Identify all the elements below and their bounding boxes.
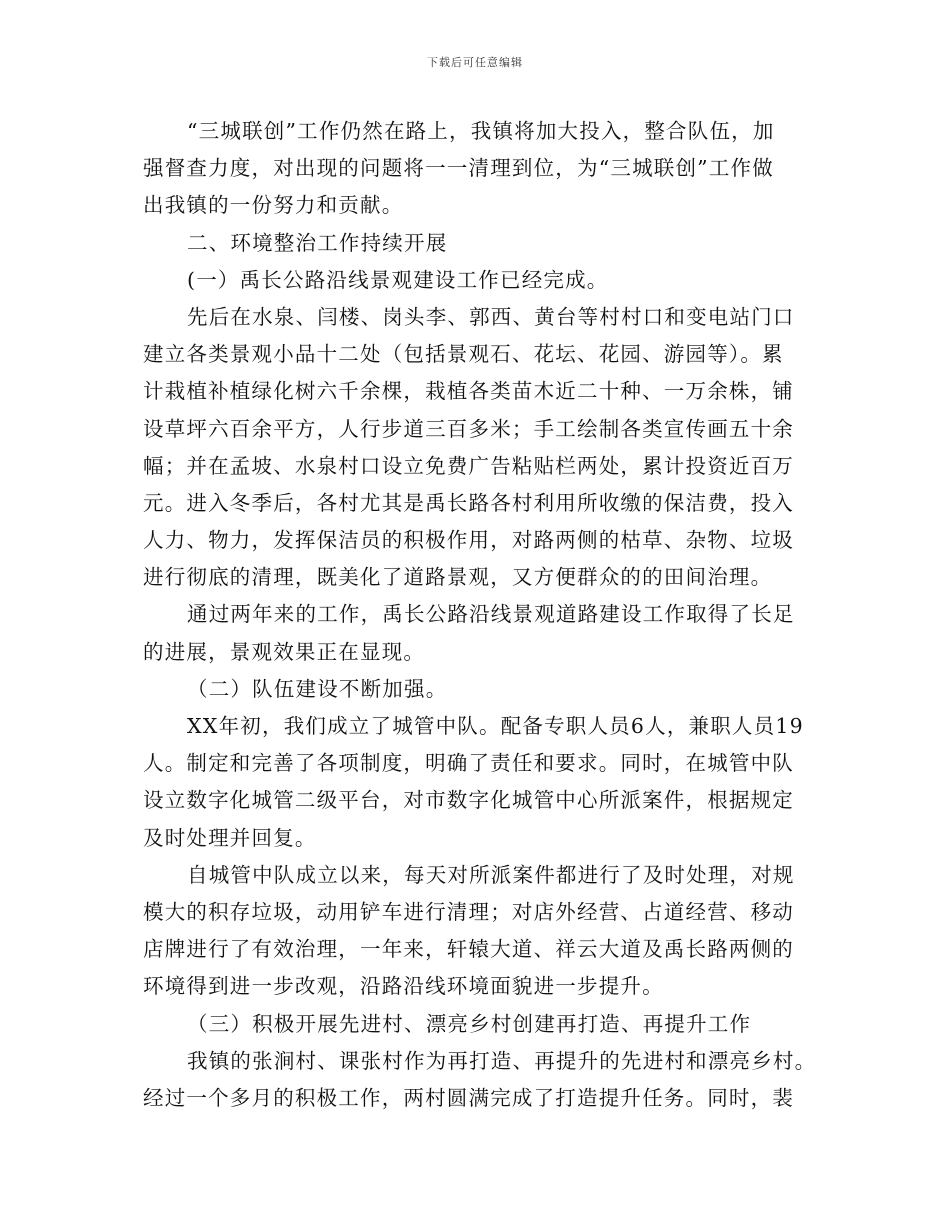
text-line: 及时处理并回复。: [143, 825, 317, 850]
text-line: 自城管中队成立以来，每天对所派案件都进行了及时处理，对规: [187, 862, 795, 887]
text-line: 经过一个多月的积极工作，两村圆满完成了打造提升任务。同时，裴: [143, 1085, 794, 1110]
text-line: 幅；并在孟坡、水泉村口设立免费广告粘贴栏两处，累计投资近百万: [143, 453, 794, 478]
text-line: 元。进入冬季后，各村尤其是禹长路各村利用所收缴的保洁费，投入: [143, 490, 794, 515]
text-line: 人力、物力，发挥保洁员的积极作用，对路两侧的枯草、杂物、垃圾: [143, 528, 794, 553]
text-line: 出我镇的一份努力和贡献。: [143, 193, 404, 218]
text-line: 设立数字化城管二级平台，对市数字化城管中心所派案件，根据规定: [143, 788, 794, 813]
text-line: 通过两年来的工作，禹长公路沿线景观道路建设工作取得了长足: [187, 602, 795, 627]
text-line: 进行彻底的清理，既美化了道路景观，又方便群众的的田间治理。: [143, 565, 773, 590]
subsection-heading: （三）积极开展先进村、漂亮乡村创建再打造、再提升工作: [187, 1011, 752, 1036]
text-line: 先后在水泉、闫楼、岗头李、郭西、黄台等村村口和变电站门口: [187, 304, 795, 329]
text-line: 环境得到进一步改观，沿路沿线环境面貌进一步提升。: [143, 974, 664, 999]
text-line: “三城联创”工作仍然在路上，我镇将加大投入，整合队伍，加: [187, 119, 775, 143]
text-line: 人。制定和完善了各项制度，明确了责任和要求。同时，在城管中队: [143, 751, 794, 776]
text-line: 模大的积存垃圾，动用铲车进行清理；对店外经营、占道经营、移动: [143, 899, 794, 924]
text-line: 店牌进行了有效治理，一年来，轩辕大道、祥云大道及禹长路两侧的: [143, 937, 794, 962]
text-line: 建立各类景观小品十二处（包括景观石、花坛、花园、游园等）。累: [143, 342, 784, 367]
subsection-heading: （二）队伍建设不断加强。: [187, 676, 448, 701]
text-line: 计栽植补植绿化树六千余棵，栽植各类苗木近二十种、一万余株，铺: [143, 379, 794, 404]
subsection-heading: (一）禹长公路沿线景观建设工作已经完成。: [187, 267, 609, 292]
text-line: 的进展，景观效果正在显现。: [143, 639, 426, 664]
document-body: [143, 113, 817, 1117]
text-line: 设草坪六百余平方，人行步道三百多米；手工绘制各类宣传画五十余: [143, 416, 794, 441]
text-line: 我镇的张涧村、课张村作为再打造、再提升的先进村和漂亮乡村。: [187, 1048, 817, 1073]
page-header-note: 下载后可任意编辑: [427, 56, 523, 69]
text-line: 强督查力度，对出现的问题将一一清理到位，为“三城联创”工作做: [143, 156, 774, 181]
section-heading: 二、环境整治工作持续开展: [187, 230, 448, 255]
text-line: XX年初，我们成立了城管中队。配备专职人员6人，兼职人员19: [187, 714, 804, 738]
